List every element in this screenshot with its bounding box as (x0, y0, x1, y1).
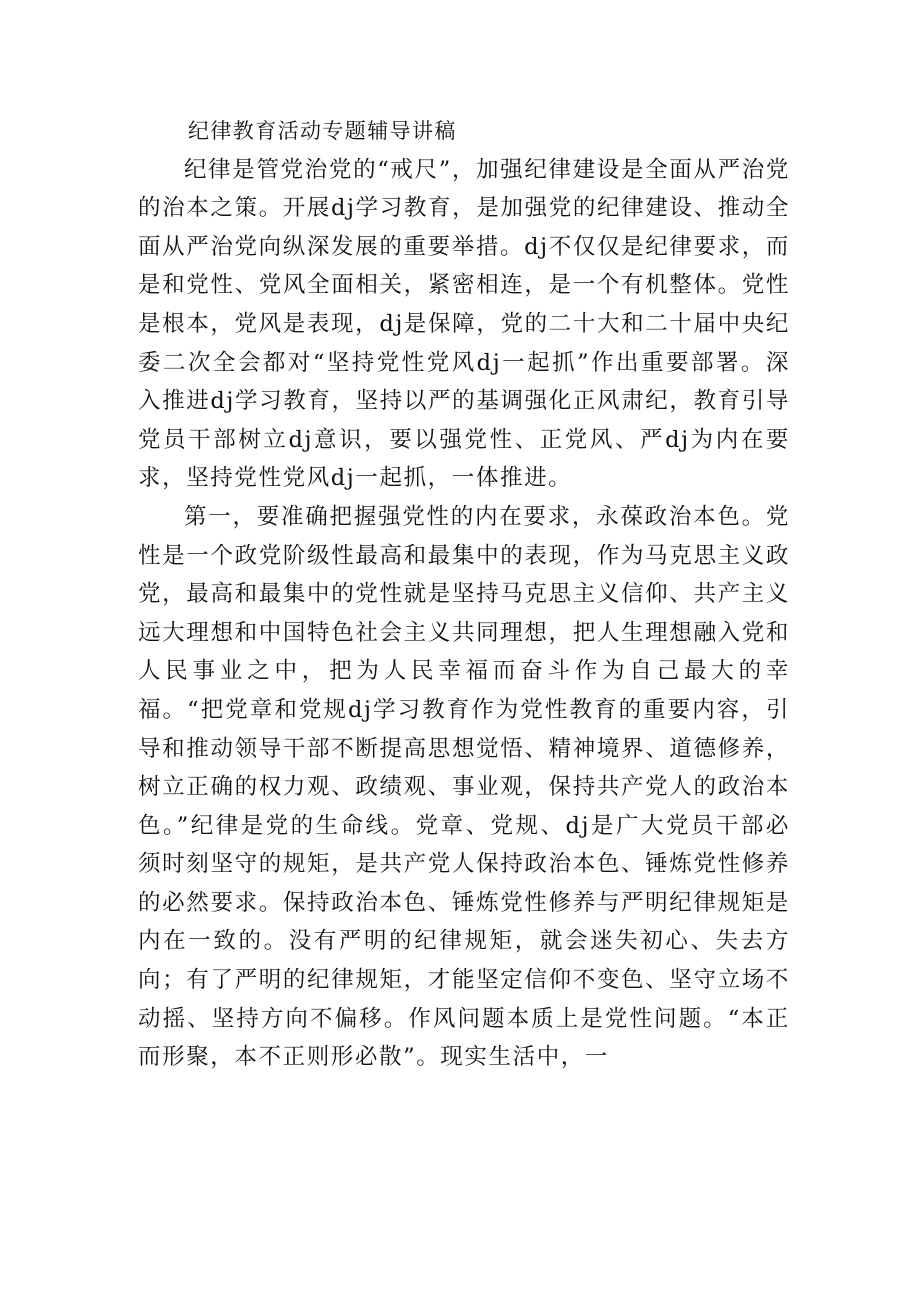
document-title: 纪律教育活动专题辅导讲稿 (188, 119, 457, 143)
paragraph-first-point: 第一，要准确把握强党性的内在要求，永葆政治本色。党性是一个政党阶级性最高和最集中的表现，作为马克思主义政党，最高和最集中的党性就是坚持马克思主义信仰、共产主义远大理想和中国特色社会主义共同理想，把人生理想融入党和人民事业之中，把为人民幸福而奋斗作为自己最大的幸福。“把党章和党规dj学习教育作为党性教育的重要内容，引导和推动领导干部不断提高思想觉悟、精神境界、道德修养，树立正确的权力观、政绩观、事业观，保持共产党人的政治本色。”纪律是党的生命线。党章、党规、dj是广大党员干部必须时刻坚守的规矩，是共产党人保持政治本色、锤炼党性修养的必然要求。保持政治本色、锤炼党性修养与严明纪律规矩是内在一致的。没有严明的纪律规矩，就会迷失初心、失去方向；有了严明的纪律规矩，才能坚定信仰不变色、坚守立场不动摇、坚持方向不偏移。作风问题本质上是党性问题。“本正而形聚，本不正则形必散”。现实生活中，一 (138, 503, 790, 1071)
paragraph-intro: 纪律是管党治党的“戒尺”，加强纪律建设是全面从严治党的治本之策。开展dj学习教育，是加强党的纪律建设、推动全面从严治党向纵深发展的重要举措。dj不仅仅是纪律要求，而是和党性、党风全面相关，紧密相连，是一个有机整体。党性是根本，党风是表现，dj是保障，党的二十大和二十届中央纪委二次全会都对“坚持党性党风dj一起抓”作出重要部署。深入推进dj学习教育，坚持以严的基调强化正风肃纪，教育引导党员干部树立dj意识，要以强党性、正党风、严dj为内在要求，坚持党性党风dj一起抓，一体推进。 (138, 156, 790, 492)
document-body (138, 112, 790, 1077)
